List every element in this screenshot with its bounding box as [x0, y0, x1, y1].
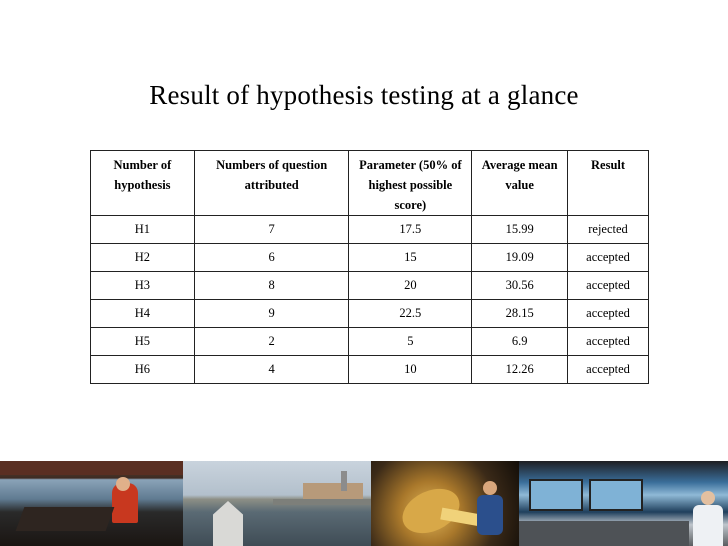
cell-parameter: 17.5 — [349, 216, 472, 244]
cell-parameter: 5 — [349, 328, 472, 356]
ship-bridge-console-photo — [519, 461, 728, 546]
cell-hypothesis: H5 — [91, 328, 195, 356]
header-parameter: Parameter (50% of highest possible score) — [349, 151, 472, 216]
table-row — [91, 244, 649, 272]
table-row — [91, 328, 649, 356]
cell-parameter: 20 — [349, 272, 472, 300]
cell-mean: 15.99 — [472, 216, 568, 244]
maritime-photo-strip — [0, 461, 728, 546]
cell-hypothesis: H2 — [91, 244, 195, 272]
cell-questions: 7 — [194, 216, 349, 244]
cell-hypothesis: H4 — [91, 300, 195, 328]
header-result: Result — [568, 151, 649, 216]
cell-questions: 8 — [194, 272, 349, 300]
table-header-row — [91, 151, 649, 216]
cell-result: accepted — [568, 272, 649, 300]
cell-result: accepted — [568, 328, 649, 356]
cell-parameter: 15 — [349, 244, 472, 272]
ship-propeller-engineer-photo — [371, 461, 519, 546]
cell-questions: 4 — [194, 356, 349, 384]
table-row — [91, 356, 649, 384]
table-row — [91, 216, 649, 244]
header-number-of-hypothesis: Number of hypothesis — [91, 151, 195, 216]
header-numbers-of-question: Numbers of question attributed — [194, 151, 349, 216]
cell-questions: 9 — [194, 300, 349, 328]
cell-mean: 30.56 — [472, 272, 568, 300]
cell-result: accepted — [568, 356, 649, 384]
cell-mean: 12.26 — [472, 356, 568, 384]
cell-parameter: 22.5 — [349, 300, 472, 328]
cell-hypothesis: H6 — [91, 356, 195, 384]
ship-bridge-crew-photo — [0, 461, 183, 546]
ship-harbor-simulation-photo — [183, 461, 371, 546]
slide-title: Result of hypothesis testing at a glance — [149, 80, 579, 110]
cell-hypothesis: H3 — [91, 272, 195, 300]
cell-mean: 19.09 — [472, 244, 568, 272]
cell-questions: 2 — [194, 328, 349, 356]
cell-result: accepted — [568, 300, 649, 328]
table-row — [91, 272, 649, 300]
cell-mean: 28.15 — [472, 300, 568, 328]
header-average-mean-value: Average mean value — [472, 151, 568, 216]
cell-mean: 6.9 — [472, 328, 568, 356]
cell-result: rejected — [568, 216, 649, 244]
hypothesis-results-table — [90, 150, 649, 384]
cell-result: accepted — [568, 244, 649, 272]
cell-questions: 6 — [194, 244, 349, 272]
table-row — [91, 300, 649, 328]
cell-hypothesis: H1 — [91, 216, 195, 244]
cell-parameter: 10 — [349, 356, 472, 384]
